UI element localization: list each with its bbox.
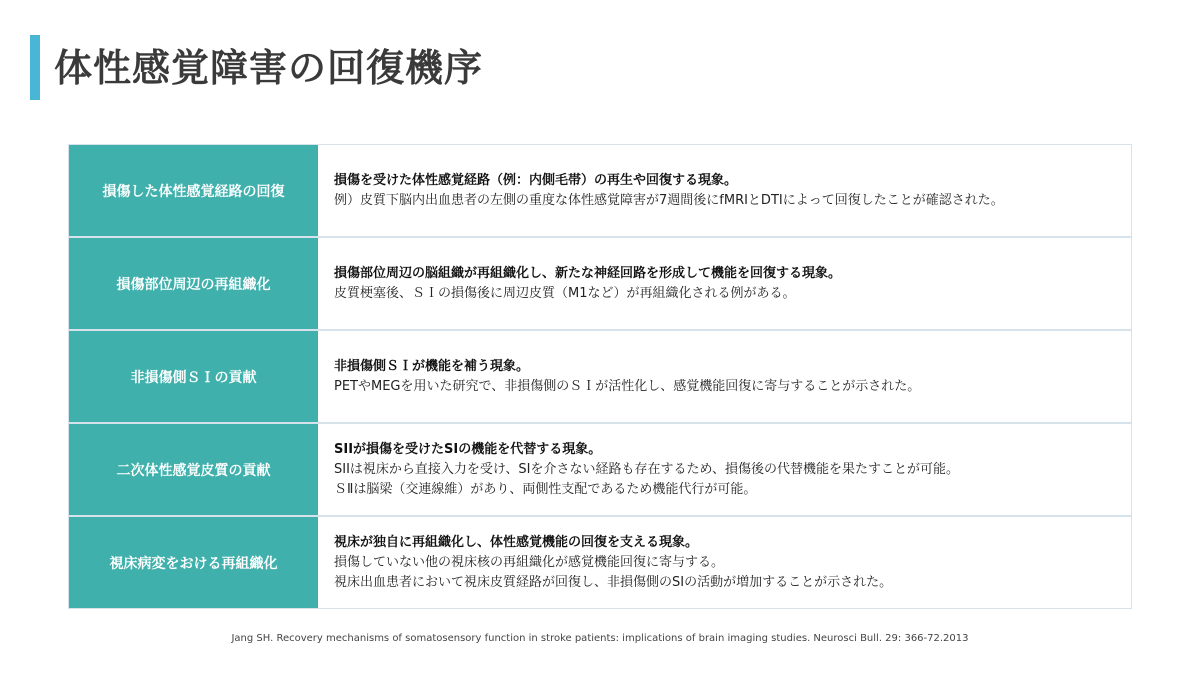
row-detail-text: 皮質梗塞後、ＳＩの損傷後に周辺皮質（M1など）が再組織化される例がある。: [334, 285, 796, 301]
row-lead-text: 損傷部位周辺の脳組織が再組織化し、新たな神経回路を形成して機能を回復する現象。: [334, 265, 842, 281]
row-content: [320, 424, 1131, 515]
row-content: [320, 145, 1131, 236]
title-accent-bar: [30, 35, 40, 100]
row-detail-text: SIIは視床から直接入力を受け、SIを介さない経路も存在するため、損傷後の代替機能を果たすことが可能。: [334, 461, 959, 477]
row-detail-text: 損傷していない他の視床核の再組織化が感覚機能回復に寄与する。: [334, 554, 725, 570]
row-detail-text: 視床出血患者において視床皮質経路が回復し、非損傷側のSIの活動が増加することが示された。: [334, 574, 893, 590]
table-row: [69, 331, 1131, 424]
row-lead-text: 非損傷側ＳＩが機能を補う現象。: [334, 358, 530, 374]
row-lead-text: 視床が独自に再組織化し、体性感覚機能の回復を支える現象。: [334, 534, 699, 550]
row-lead-text: SIIが損傷を受けたSIの機能を代替する現象。: [334, 441, 602, 457]
row-label: 視床病変をおける再組織化: [69, 517, 320, 608]
citation: Jang SH. Recovery mechanisms of somatosensory function in stroke patients: implications of brain imaging studies. Neurosci Bull. 29: 366-72.2013: [231, 633, 969, 644]
row-label: 二次体性感覚皮質の貢献: [69, 424, 320, 515]
row-content: [320, 331, 1131, 422]
row-detail-text: ＳⅡは脳梁（交連線維）があり、両側性支配であるため機能代行が可能。: [334, 481, 757, 497]
table-row: [69, 238, 1131, 331]
table-row: [69, 424, 1131, 517]
table-row: [69, 145, 1131, 238]
page-title: 体性感覚障害の回復機序: [54, 46, 484, 90]
row-lead-text: 損傷を受けた体性感覚経路（例：内側毛帯）の再生や回復する現象。: [334, 172, 738, 188]
row-label: 非損傷側ＳＩの貢献: [69, 331, 320, 422]
row-detail-text: 例）皮質下脳内出血患者の左側の重度な体性感覚障害が7週間後にfMRIとDTIによって回復したことが確認された。: [334, 192, 1004, 208]
row-label: 損傷した体性感覚経路の回復: [69, 145, 320, 236]
row-content: [320, 238, 1131, 329]
row-detail-text: PETやMEGを用いた研究で、非損傷側のＳＩが活性化し、感覚機能回復に寄与することが示された。: [334, 378, 921, 394]
row-content: [320, 517, 1131, 608]
mechanism-table: [68, 144, 1132, 609]
row-label: 損傷部位周辺の再組織化: [69, 238, 320, 329]
table-row: [69, 517, 1131, 608]
